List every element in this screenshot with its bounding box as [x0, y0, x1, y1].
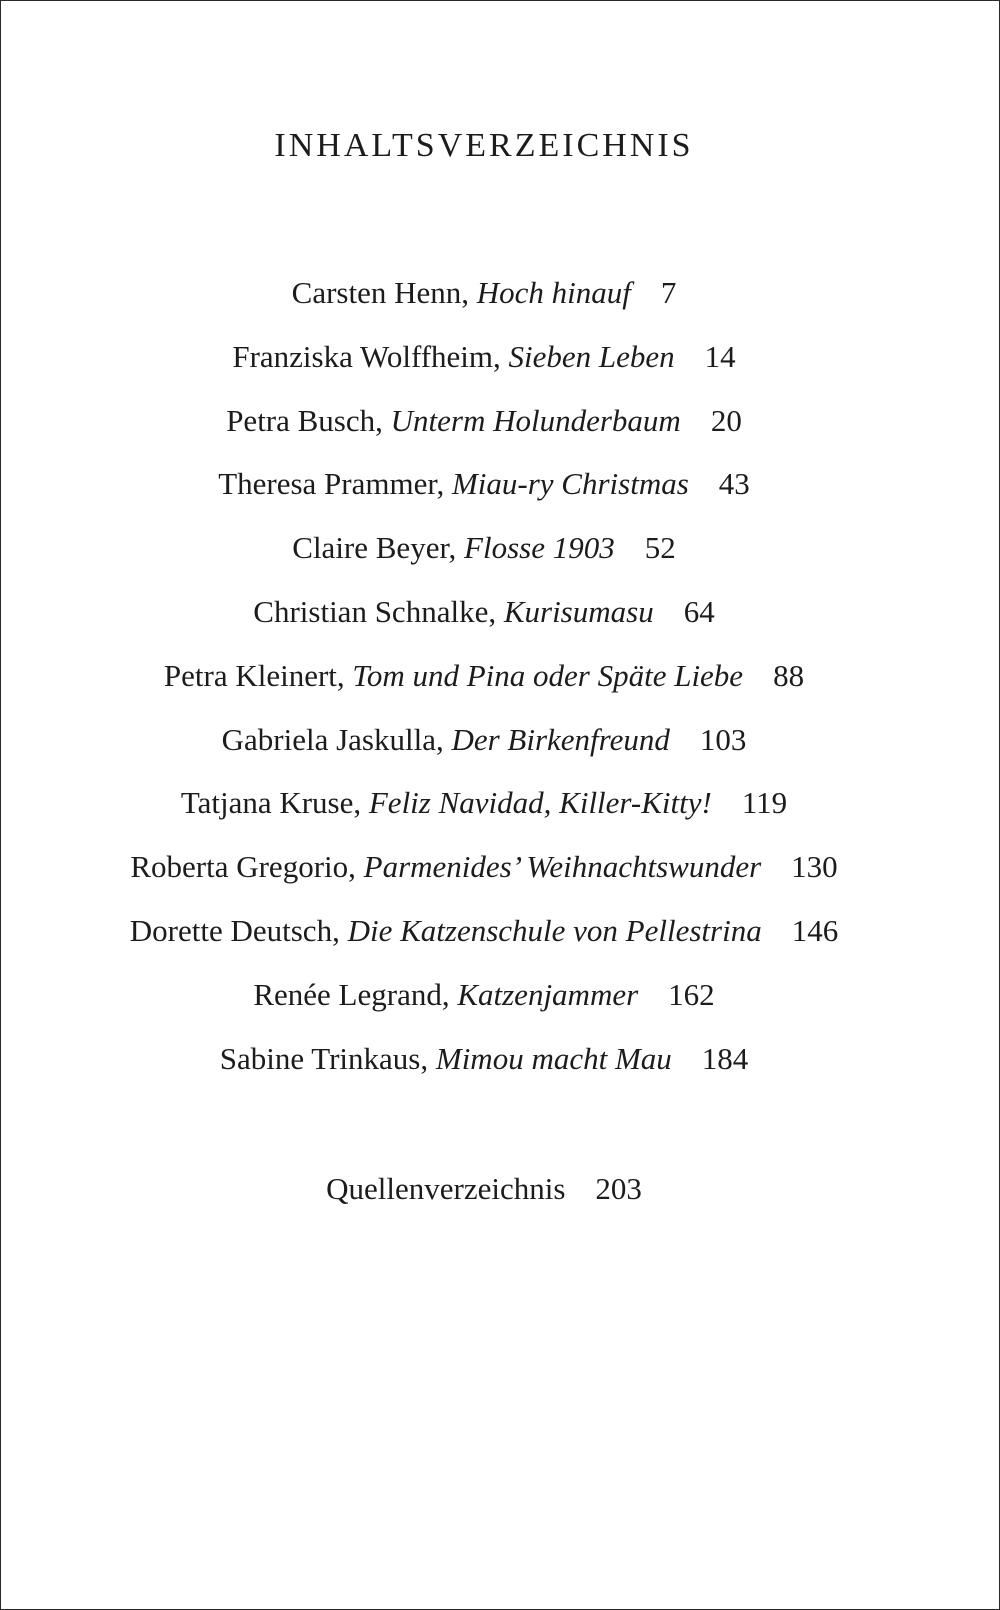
- entry-author: Roberta Gregorio,: [130, 849, 356, 885]
- entry-title: Kurisumasu: [503, 593, 654, 629]
- entry-title: Hoch hinauf: [476, 275, 631, 310]
- entry-author: Dorette Deutsch,: [129, 912, 340, 948]
- entry-title: Katzenjammer: [457, 976, 639, 1012]
- toc-entry: [1, 592, 967, 656]
- toc-entry: [1, 401, 967, 465]
- entry-title: Miau-ry Christmas: [451, 466, 689, 502]
- entry-title: Flosse 1903: [464, 530, 615, 566]
- entry-page: 162: [668, 976, 715, 1012]
- entry-page: 146: [791, 912, 839, 948]
- entry-title: Feliz Navidad, Killer-Kitty!: [368, 785, 712, 821]
- entry-author: Petra Busch,: [226, 402, 383, 438]
- entry-page: 20: [710, 402, 742, 438]
- entry-author: Carsten Henn,: [291, 275, 469, 310]
- entry-title: Unterm Holunderbaum: [390, 402, 681, 438]
- toc-entry: [1, 975, 967, 1039]
- entry-page: 43: [718, 466, 750, 502]
- entry-page: 7: [660, 275, 677, 310]
- entry-title: Sieben Leben: [508, 338, 675, 374]
- entry-title: Parmenides’ Weihnachtswunder: [363, 849, 762, 885]
- toc-entry: [1, 528, 967, 592]
- entry-author: Petra Kleinert,: [163, 657, 345, 693]
- entry-author: Franziska Wolffheim,: [232, 338, 501, 374]
- entry-title: Mimou macht Mau: [435, 1040, 672, 1076]
- entry-page: 119: [741, 785, 788, 821]
- toc-entry: [1, 720, 967, 784]
- entry-page: 130: [791, 849, 838, 885]
- toc-entry: [1, 337, 967, 401]
- toc-entry: [1, 847, 967, 911]
- entry-author: Christian Schnalke,: [253, 593, 497, 629]
- entry-page: 88: [773, 657, 805, 693]
- toc-entry: [1, 911, 967, 975]
- entry-title: Die Katzenschule von Pellestrina: [347, 912, 762, 948]
- entry-author: Tatjana Kruse,: [180, 785, 362, 821]
- entry-author: Sabine Trinkaus,: [219, 1040, 429, 1076]
- toc-entry: [1, 783, 967, 847]
- entry-page: 14: [704, 338, 736, 374]
- toc-list: [1, 273, 967, 1102]
- sources-page: 203: [595, 1171, 642, 1206]
- toc-entry: [1, 273, 967, 337]
- entry-title: Der Birkenfreund: [451, 721, 670, 757]
- sources-label: Quellenverzeichnis: [326, 1171, 566, 1206]
- entry-title: Tom und Pina oder Späte Liebe: [352, 657, 744, 693]
- entry-page: 64: [683, 593, 715, 629]
- toc-entry: [1, 656, 967, 720]
- entry-author: Gabriela Jaskulla,: [221, 721, 444, 757]
- entry-page: 52: [644, 530, 676, 566]
- entry-author: Claire Beyer,: [292, 530, 457, 566]
- entry-author: Theresa Prammer,: [218, 466, 445, 502]
- sources-entry: [1, 1169, 967, 1209]
- entry-page: 103: [699, 721, 747, 757]
- toc-entry: [1, 1039, 967, 1103]
- entry-page: 184: [701, 1040, 749, 1076]
- page-title: INHALTSVERZEICHNIS: [274, 127, 694, 164]
- entry-author: Renée Legrand,: [253, 976, 450, 1012]
- toc-entry: [1, 464, 967, 528]
